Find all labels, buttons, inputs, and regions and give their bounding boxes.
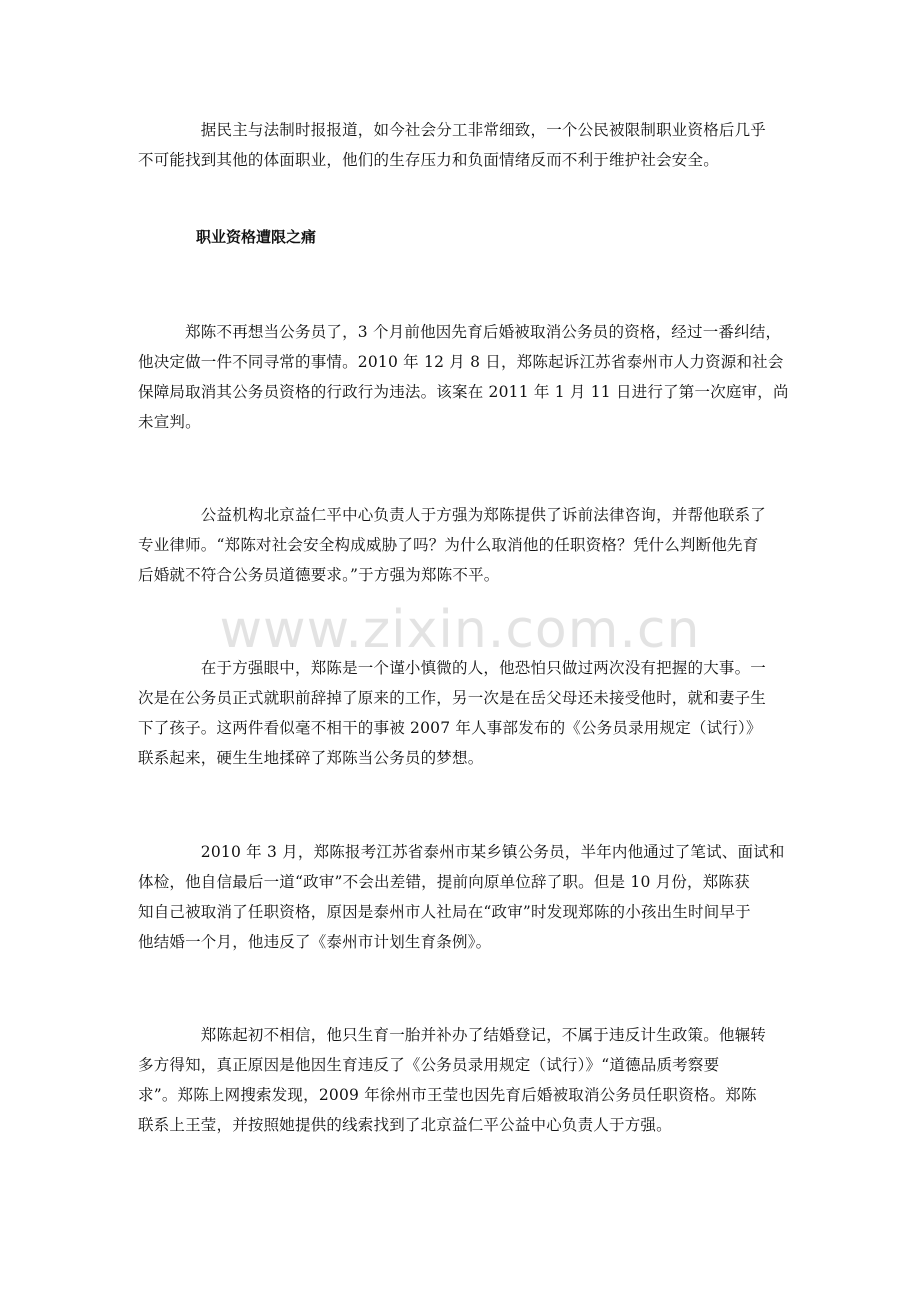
paragraph-line: 多方得知，真正原因是他因生育违反了《公务员录用规定（试行）》“道德品质考察要 (138, 1056, 720, 1074)
paragraph-line: 保障局取消其公务员资格的行政行为违法。该案在 2011 年 1 月 11 日进行了第一次庭审，尚 (138, 383, 789, 401)
paragraph-line: 不可能找到其他的体面职业，他们的生存压力和负面情绪反而不利于维护社会安全。 (138, 151, 719, 169)
paragraph-investigation (138, 1020, 788, 1140)
watermark: www.zixin.com.cn (219, 600, 701, 660)
paragraph-line: 体检，他自信最后一道“政审”不会出差错，提前向原单位辞了职。但是 10 月份，郑陈获 (138, 873, 750, 891)
paragraph-line: 郑陈不再想当公务员了，3 个月前他因先育后婚被取消公务员的资格，经过一番纠结， (138, 323, 782, 341)
section-heading: 职业资格遭限之痛 (196, 228, 317, 246)
paragraph-line: 他结婚一个月，他违反了《泰州市计划生育条例》。 (138, 933, 492, 951)
paragraph-line: 联系上王莹，并按照她提供的线索找到了北京益仁平公益中心负责人于方强。 (138, 1116, 672, 1134)
paragraph-line: 下了孩子。这两件看似毫不相干的事被 2007 年人事部发布的《公务员录用规定（试行）》 (138, 719, 762, 737)
paragraph-lawsuit (138, 317, 788, 437)
paragraph-line: 后婚就不符合公务员道德要求。”于方强为郑陈不平。 (138, 566, 500, 584)
paragraph-line: 他决定做一件不同寻常的事情。2010 年 12 月 8 日，郑陈起诉江苏省泰州市人力资源和社会 (138, 353, 784, 371)
paragraph-exam (138, 837, 788, 957)
paragraph-line: 据民主与法制时报报道，如今社会分工非常细致，一个公民被限制职业资格后几乎 (138, 121, 767, 139)
paragraph-line: 2010 年 3 月，郑陈报考江苏省泰州市某乡镇公务员，半年内他通过了笔试、面试和 (138, 843, 785, 861)
paragraph-line: 公益机构北京益仁平中心负责人于方强为郑陈提供了诉前法律咨询，并帮他联系了 (138, 506, 767, 524)
paragraph-intro (138, 115, 788, 175)
paragraph-line: 在于方强眼中，郑陈是一个谨小慎微的人，他恐怕只做过两次没有把握的大事。一 (138, 659, 767, 677)
paragraph-line: 次是在公务员正式就职前辞掉了原来的工作，另一次是在岳父母还未接受他时，就和妻子生 (138, 689, 767, 707)
paragraph-background (138, 653, 788, 773)
paragraph-line: 专业律师。“郑陈对社会安全构成威胁了吗？为什么取消他的任职资格？凭什么判断他先育 (138, 536, 759, 554)
paragraph-line: 未宣判。 (138, 413, 201, 431)
paragraph-line: 郑陈起初不相信，他只生育一胎并补办了结婚登记，不属于违反计生政策。他辗转 (138, 1026, 767, 1044)
paragraph-line: 知自己被取消了任职资格，原因是泰州市人社局在“政审”时发现郑陈的小孩出生时间早于 (138, 903, 751, 921)
paragraph-line: 求”。郑陈上网搜索发现，2009 年徐州市王莹也因先育后婚被取消公务员任职资格。郑陈 (138, 1086, 757, 1104)
paragraph-line: 联系起来，硬生生地揉碎了郑陈当公务员的梦想。 (138, 749, 484, 767)
paragraph-legal-aid (138, 500, 788, 590)
